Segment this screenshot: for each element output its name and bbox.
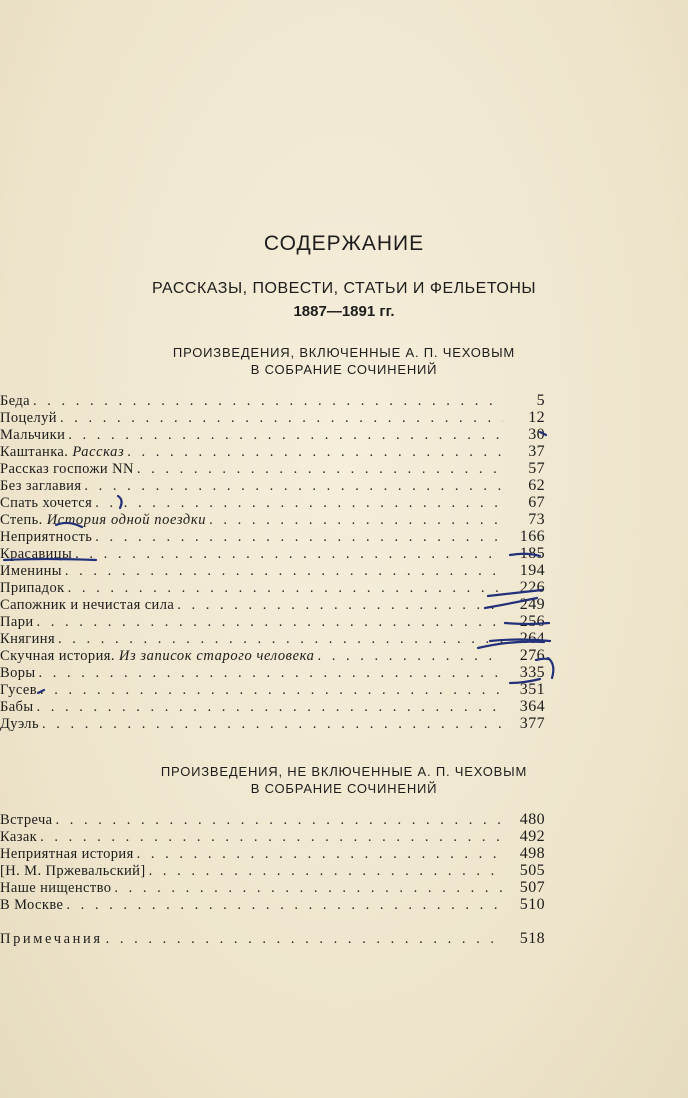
- toc-entry[interactable]: [0, 613, 545, 630]
- toc-entry-page: 507: [519, 879, 545, 896]
- toc-entry-page: 166: [519, 528, 545, 545]
- toc-entry-page: 480: [519, 811, 545, 828]
- toc-entry[interactable]: [0, 698, 545, 715]
- toc-entry-title-text: Неприятная история: [0, 846, 134, 862]
- toc-entry[interactable]: [0, 862, 545, 879]
- toc-entry-page: 226: [519, 579, 545, 596]
- leader-dots: [317, 648, 503, 665]
- toc-entry-page: 364: [519, 698, 545, 715]
- toc-entry-title-text: Бабы: [0, 699, 34, 715]
- toc-entry-title-text: Неприятность: [0, 529, 93, 545]
- toc-entry-title: [0, 529, 95, 546]
- leader-dots: [40, 829, 503, 846]
- toc-entry-title-text: Красавицы: [0, 546, 73, 562]
- toc-entry-page: 377: [519, 715, 545, 732]
- volume-subtitle: РАССКАЗЫ, ПОВЕСТИ, СТАТЬИ И ФЕЛЬЕТОНЫ: [151, 280, 537, 297]
- section-heading-included: [0, 344, 688, 378]
- leader-dots: [42, 716, 503, 733]
- leader-dots: [55, 812, 503, 829]
- toc-entry-page: 276: [519, 647, 545, 664]
- section-heading-line: В СОБРАНИЕ СОЧИНЕНИЙ: [250, 362, 438, 377]
- toc-entry-page: 73: [528, 511, 545, 528]
- toc-entry[interactable]: [0, 811, 545, 828]
- leader-dots: [137, 461, 503, 478]
- toc-entry[interactable]: [0, 596, 545, 613]
- toc-entry-page: 256: [519, 613, 545, 630]
- toc-entry[interactable]: [0, 443, 545, 460]
- toc-entry-page: 5: [536, 392, 545, 409]
- toc-entry[interactable]: [0, 460, 545, 477]
- toc-entry-page: 518: [519, 930, 545, 947]
- toc-entry-page: 505: [519, 862, 545, 879]
- toc-entry-title: [0, 427, 68, 444]
- toc-entry[interactable]: [0, 630, 545, 647]
- toc-entry-subtitle: Из записок старого человека: [118, 648, 315, 664]
- toc-entry-title: [0, 614, 37, 631]
- toc-entry-title: [0, 410, 60, 427]
- toc-entry[interactable]: [0, 715, 545, 732]
- leader-dots: [66, 897, 503, 914]
- toc-entry-title-text: Казак: [0, 829, 38, 845]
- toc-entry-title: [0, 648, 317, 665]
- toc-entry-title-text: Сапожник и нечистая сила: [0, 597, 175, 613]
- toc-entry[interactable]: [0, 562, 545, 579]
- leader-dots: [137, 846, 503, 863]
- leader-dots: [95, 529, 503, 546]
- toc-entry[interactable]: [0, 664, 545, 681]
- toc-entry-page: 335: [519, 664, 545, 681]
- toc-entry-title: [0, 495, 95, 512]
- toc-entry-title: [0, 829, 40, 846]
- toc-entry-title-text: Мальчики: [0, 427, 66, 443]
- toc-entry[interactable]: [0, 511, 545, 528]
- toc-entry-title: [0, 597, 177, 614]
- toc-entry-page: 264: [519, 630, 545, 647]
- leader-dots: [36, 699, 503, 716]
- toc-entry-page: 351: [519, 681, 545, 698]
- toc-entry-title-text: Княгиня: [0, 631, 56, 647]
- leader-dots: [95, 495, 503, 512]
- leader-dots: [127, 444, 503, 461]
- toc-entry[interactable]: [0, 647, 545, 664]
- toc-entry-title: [0, 812, 55, 829]
- toc-entry[interactable]: [0, 409, 545, 426]
- toc-entry-title: [0, 461, 137, 478]
- toc-entry-title-text: В Москве: [0, 897, 64, 913]
- toc-entry-title-text: Без заглавия: [0, 478, 82, 494]
- toc-entry[interactable]: [0, 828, 545, 845]
- toc-entry-page: 194: [519, 562, 545, 579]
- toc-entry-title: [0, 478, 84, 495]
- leader-dots: [58, 631, 503, 648]
- toc-entry[interactable]: [0, 681, 545, 698]
- toc-entry-title-text: Беда: [0, 393, 30, 409]
- toc-entry[interactable]: [0, 845, 545, 862]
- toc-entry-title: [0, 846, 137, 863]
- leader-dots: [75, 546, 503, 563]
- leader-dots: [60, 410, 503, 427]
- toc-entry-title-text: Гусев: [0, 682, 37, 698]
- toc-entry-title: [0, 880, 114, 897]
- section-heading-line: В СОБРАНИЕ СОЧИНЕНИЙ: [250, 781, 438, 796]
- toc-entry-title-text: [Н. М. Пржевальский]: [0, 863, 146, 879]
- leader-dots: [68, 580, 503, 597]
- toc-entry-page: 30: [528, 426, 545, 443]
- toc-entry-title: [0, 580, 68, 597]
- toc-entry[interactable]: [0, 477, 545, 494]
- toc-entry[interactable]: [0, 426, 545, 443]
- toc-entry[interactable]: [0, 579, 545, 596]
- toc-entry-title: [0, 546, 75, 563]
- toc-entry-title: [0, 631, 58, 648]
- toc-entry-title-text: Встреча: [0, 812, 53, 828]
- toc-entry-title: [0, 512, 209, 529]
- toc-entry[interactable]: [0, 896, 545, 913]
- toc-entry-page: 57: [528, 460, 545, 477]
- leader-dots: [106, 931, 503, 948]
- toc-entry-title-text: Скучная история.: [0, 648, 115, 664]
- leader-dots: [37, 614, 503, 631]
- toc-entry[interactable]: [0, 494, 545, 511]
- section-heading-line: ПРОИЗВЕДЕНИЯ, НЕ ВКЛЮЧЕННЫЕ А. П. ЧЕХОВЫМ: [160, 764, 528, 779]
- leader-dots: [209, 512, 503, 529]
- leader-dots: [65, 563, 503, 580]
- toc-entry-page: 67: [528, 494, 545, 511]
- toc-entry-title-text: Именины: [0, 563, 62, 579]
- toc-entry-title-text: Наше нищенство: [0, 880, 112, 896]
- toc-entry-title: [0, 699, 36, 716]
- toc-entry-title-text: Степь.: [0, 512, 43, 528]
- page-title: СОДЕРЖАНИЕ: [263, 232, 425, 255]
- leader-dots: [39, 665, 503, 682]
- toc-entry-title: [0, 716, 42, 733]
- toc-entry-page: 510: [519, 896, 545, 913]
- section-heading-excluded: [0, 763, 688, 797]
- toc-entry-title-text: Воры: [0, 665, 36, 681]
- toc-entry-title: [0, 393, 33, 410]
- toc-entry-title-text: Каштанка.: [0, 444, 69, 460]
- leader-dots: [84, 478, 503, 495]
- toc-list-excluded: [0, 811, 545, 913]
- toc-entry-page: 12: [528, 409, 545, 426]
- toc-entry-title-text: Спать хочется: [0, 495, 93, 511]
- toc-entry-title: [0, 665, 39, 682]
- toc-entry-page: 37: [528, 443, 545, 460]
- leader-dots: [68, 427, 503, 444]
- pen-bracket-mark: [548, 658, 553, 678]
- toc-entry[interactable]: [0, 545, 545, 562]
- toc-entry-page: 249: [519, 596, 545, 613]
- toc-entry-page: 492: [519, 828, 545, 845]
- toc-entry-title-text: Дуэль: [0, 716, 39, 732]
- toc-entry-title: Примечания: [0, 931, 103, 947]
- leader-dots: [177, 597, 503, 614]
- toc-entry[interactable]: [0, 879, 545, 896]
- leader-dots: [149, 863, 503, 880]
- toc-entry-title-text: Припадок: [0, 580, 65, 596]
- toc-entry-page: 498: [519, 845, 545, 862]
- toc-entry-notes[interactable]: [0, 930, 545, 947]
- toc-entry-title-text: Поцелуй: [0, 410, 57, 426]
- toc-entry-title: [0, 682, 40, 699]
- leader-dots: [40, 682, 503, 699]
- volume-years: 1887—1891 гг.: [293, 303, 395, 320]
- leader-dots: [33, 393, 503, 410]
- toc-entry-title-text: Пари: [0, 614, 34, 630]
- toc-entry-title: [0, 863, 149, 880]
- toc-entry-title: [0, 444, 127, 461]
- section-heading-line: ПРОИЗВЕДЕНИЯ, ВКЛЮЧЕННЫЕ А. П. ЧЕХОВЫМ: [172, 345, 516, 360]
- toc-entry-title: [0, 897, 66, 914]
- toc-entry-page: 62: [528, 477, 545, 494]
- toc-entry[interactable]: [0, 392, 545, 409]
- leader-dots: [114, 880, 503, 897]
- toc-entry-page: 185: [519, 545, 545, 562]
- toc-entry[interactable]: [0, 528, 545, 545]
- toc-entry-subtitle: Рассказ: [72, 444, 125, 460]
- toc-entry-subtitle: История одной поездки: [46, 512, 207, 528]
- toc-entry-title-text: Рассказ госпожи NN: [0, 461, 134, 477]
- toc-list-included: [0, 392, 545, 732]
- toc-entry-title: [0, 563, 65, 580]
